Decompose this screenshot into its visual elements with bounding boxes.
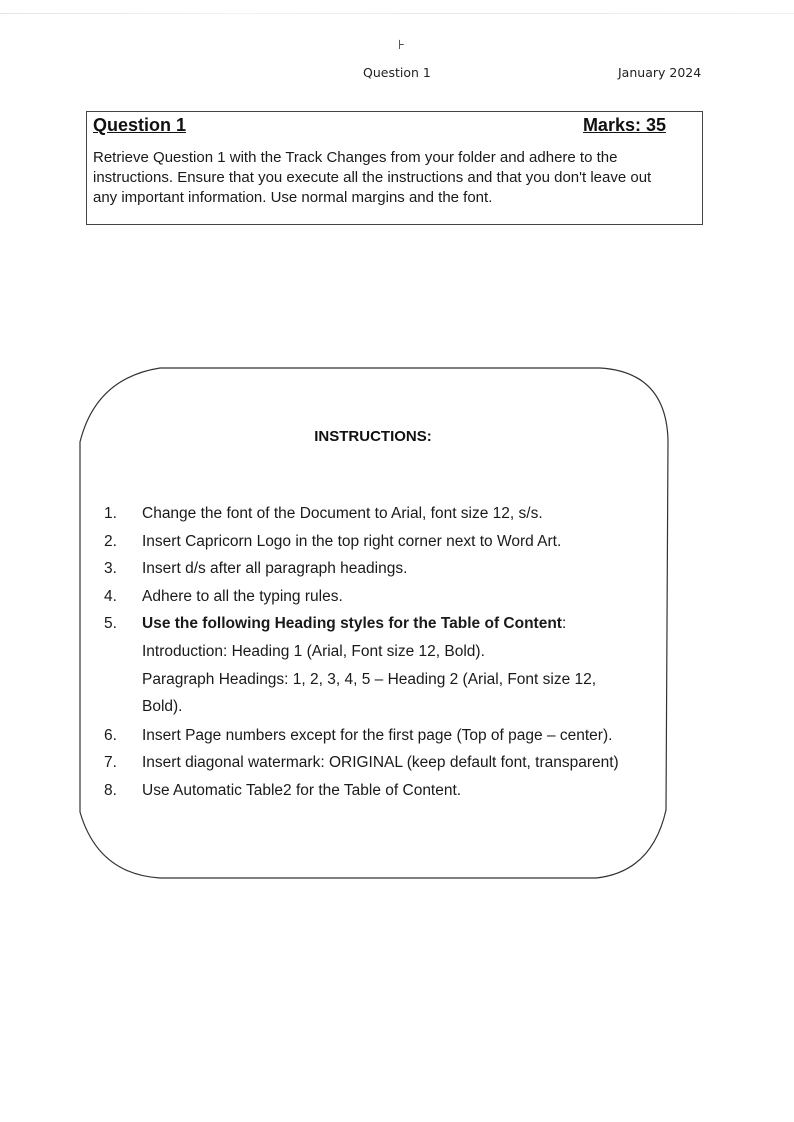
header-date: January 2024 [618, 65, 702, 80]
list-item-colon: : [561, 615, 567, 632]
instructions-heading: INSTRUCTIONS: [314, 428, 432, 445]
list-item-number: 7. [104, 754, 117, 771]
list-item: Use Automatic Table2 for the Table of Content. [142, 782, 462, 799]
list-item: Change the font of the Document to Arial, font size 12, s/s. [142, 505, 543, 522]
list-item: Adhere to all the typing rules. [142, 588, 343, 605]
question-text-line: instructions. Ensure that you execute all the instructions and that you don't leave out [93, 169, 652, 186]
list-item: Insert Page numbers except for the first page (Top of page – center). [142, 727, 613, 744]
list-item-number: 6. [104, 727, 117, 744]
list-item-number: 1. [104, 505, 117, 522]
question-text-line: Retrieve Question 1 with the Track Changes from your folder and adhere to the [93, 149, 618, 166]
list-item: Insert d/s after all paragraph headings. [142, 560, 408, 577]
list-item-subline: Paragraph Headings: 1, 2, 3, 4, 5 – Heading 2 (Arial, Font size 12, [142, 671, 597, 688]
page-mark: ⊦ [398, 38, 405, 53]
list-item-number: 8. [104, 782, 117, 799]
list-item-number: 5. [104, 615, 117, 632]
question-title: Question 1 [93, 115, 187, 135]
list-item: Insert Capricorn Logo in the top right corner next to Word Art. [142, 533, 562, 550]
list-item-subline: Bold). [142, 698, 183, 715]
list-item-number: 4. [104, 588, 117, 605]
list-item-number: 3. [104, 560, 117, 577]
list-item-number: 2. [104, 533, 117, 550]
question-text-line: any important information. Use normal margins and the font. [93, 189, 493, 206]
question-marks: Marks: 35 [582, 115, 666, 135]
list-item [142, 615, 566, 633]
list-item: Insert diagonal watermark: ORIGINAL (keep default font, transparent) [142, 754, 619, 771]
list-item-bold-text: Use the following Heading styles for the Table of Content [142, 615, 562, 632]
header-question-label: Question 1 [363, 65, 431, 80]
list-item-subline: Introduction: Heading 1 (Arial, Font size 12, Bold). [142, 643, 485, 660]
